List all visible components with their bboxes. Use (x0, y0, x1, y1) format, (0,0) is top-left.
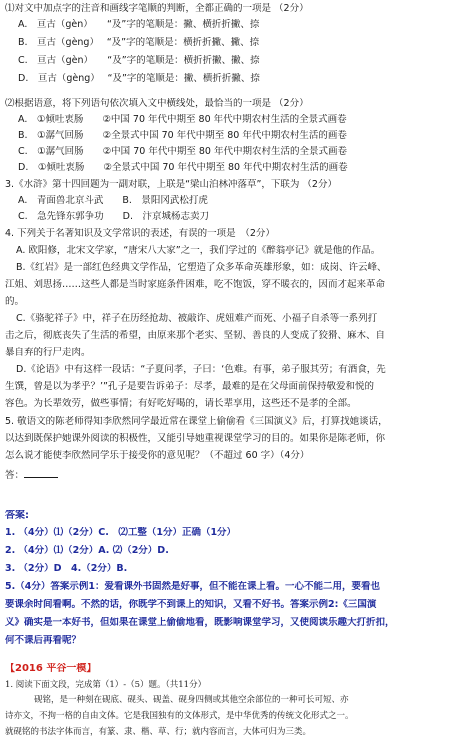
section-2016-paragraph-line: 砚铭，是一种刻在砚底、砚头、砚盖、砚身四侧或其他空余部位的一种可长可短、亦 (34, 695, 349, 705)
q1-option-b: B. 亘古（gèng） “及”字的笔顺是：横折折撇、撇、捺 (18, 37, 260, 48)
q3-options-ab: A. 青面兽北京斗武 B. 景阳冈武松打虎 (18, 195, 208, 206)
q4-line: A. 欧阳修，北宋文学家，“唐宋八大家”之一，我们学过的《醉翁亭记》就是他的作品。 (16, 245, 381, 256)
q2-option-b: B. ①潺气回肠 ②全景式中国 70 年代中期至 80 年代中期农村生活的画卷 (18, 130, 347, 141)
q2-option-c: C. ①潺气回肠 ②中国 70 年代中期至 80 年代中期农村生活的全景式画卷 (18, 146, 347, 157)
q5-line: 以达到既保护她课外阅读的积极性，又能引导她重视课堂学习的目的。如果你是陈老师，你 (5, 433, 386, 444)
answer-line: 义》确实是一本好书，但如果在课堂上偷偷地看，既影响课堂学习，又使阅读乐趣大打折扣， (5, 617, 395, 628)
q5-answer-line (5, 468, 455, 482)
section-2016-title: 【2016 平谷一模】 (5, 663, 97, 674)
answer-line: 5.（4分）答案示例1：爱看课外书固然是好事，但不能在课上看。一心不能二用，要看也 (5, 581, 380, 592)
answer-line: 3. （2分）D 4.（2分）B. (5, 563, 128, 574)
q2-stem: ⑵根据语意，将下列语句依次填入文中横线处，最恰当的一项是 （2分） (5, 98, 309, 109)
q3-stem: 3.《水浒》第十四回题为一副对联，上联是“梁山泊林冲落草”，下联为 （2分） (5, 179, 337, 190)
q5-answer-label: 答： (5, 470, 25, 481)
q4-line: B.《红岩》是一部红色经典文学作品，它塑造了众多革命英雄形象，如：成岗、许云峰、 (16, 262, 387, 273)
section-2016-intro: 1. 阅读下面文段，完成第（1）-（5）题。（共11分） (5, 680, 207, 690)
q4-line: C.《骆驼祥子》中，祥子在历经抢劫、被敲诈、虎妞难产而死、小福子自杀等一系列打 (16, 313, 378, 324)
q4-line: 生馔，曾是以为孝乎？’”孔子是要告诉弟子：尽孝，最难的是在父母面前保持敬爱和悦的 (5, 381, 374, 392)
answer-line: 2. （4分）⑴（2分）A. ⑵（2分）D. (5, 545, 169, 556)
section-2016-paragraph-line: 诗亦文，不拘一格的自由文体。它是我国独有的文体形式，是中华优秀的传统文化形式之一。 (5, 711, 354, 721)
answer-line: 要课余时间看啊。不然的话，你既学不到课上的知识，又看不好书。答案示例2:《三国演 (5, 599, 377, 610)
answers-title: 答案: (5, 510, 29, 521)
section-2016-paragraph-line: 就砚铭的书法字体而言，有篆、隶、楷、草、行；就内容而言，大体可归为三类。 (5, 727, 312, 737)
q1-option-d: D. 亘古（gèng） “及”字的笔顺是：撇、横折折撇、捺 (18, 73, 260, 84)
q4-line: 容色。为长辈效劳，做些事情；有好吃好喝的，请长辈享用，这些还不是孝的全部。 (5, 398, 357, 409)
q4-stem: 4. 下列关于名著知识及文学常识的表述，有误的一项是 （2分） (5, 228, 275, 239)
q4-line: 击之后，彻底丧失了生活的希望，由原来那个老实、坚韧、善良的人变成了狡猾、麻木、自 (5, 330, 386, 341)
q5-line: 怎么说才能使李欣然同学乐于接受你的意见呢？（不超过 60 字）（4分） (5, 450, 310, 461)
q5-answer-blank[interactable] (24, 468, 58, 478)
q1-option-c: C. 亘古（gèn） “及”字的笔顺是：横折折撇、撇、捺 (18, 55, 260, 66)
q1-option-a: A. 亘古（gèn） “及”字的笔顺是：撇、横折折撇、捺 (18, 19, 260, 30)
answer-line: 何不课后再看呢？ (5, 635, 82, 646)
q4-line: 的。 (5, 296, 25, 307)
q3-options-cd: C. 急先锋东郭争功 D. 汴京城杨志卖刀 (18, 211, 209, 222)
q2-option-a: A. ①倾吐衷肠 ②中国 70 年代中期至 80 年代中期农村生活的全景式画卷 (18, 114, 347, 125)
q1-stem: ⑴对文中加点字的注音和画线字笔顺的判断，全都正确的一项是 （2分） (5, 3, 309, 14)
q4-line: D.《论语》中有这样一段话：“子夏问孝，子曰：‘色难。有事，弟子服其劳；有酒食，先 (16, 364, 386, 375)
q5-line: 5. 敬语文的陈老师得知李欣然同学最近常在课堂上偷偷看《三国演义》后，打算找她谈话， (5, 416, 388, 427)
answer-line: 1. （4分）⑴（2分）C. ⑵工整（1分）正确（1分） (5, 527, 237, 538)
q4-line: 暴自弃的行尸走肉。 (5, 347, 91, 358)
q2-option-d: D. ①倾吐衷肠 ②全景式中国 70 年代中期至 80 年代中期农村生活的画卷 (18, 162, 348, 173)
q4-line: 江姐、刘思扬……这些人都是当时家庭条件困难，吃不饱饭，穿不暖衣的，因而才起来革命 (5, 279, 386, 290)
